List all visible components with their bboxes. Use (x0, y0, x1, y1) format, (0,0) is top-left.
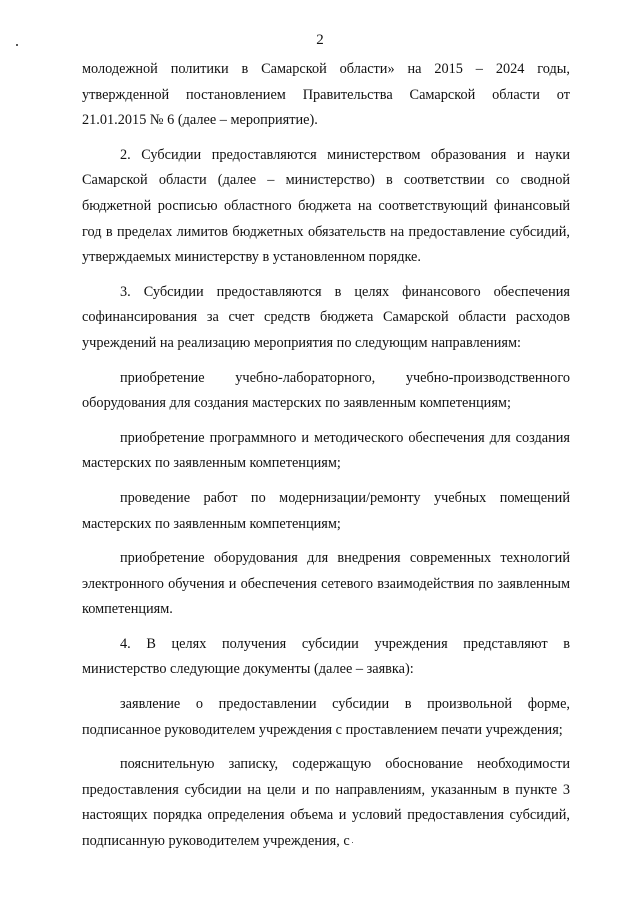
document-body (82, 57, 570, 855)
list-item-explanatory-note: пояснительную записку, содержащую обоснование необходимости предоставления субсидии на цели и по направлениям, указанным в пункте 3 настоящих порядка определения объема и условий предоставления субсидий, подписанную руководителем учреждения, с (82, 756, 570, 850)
paragraph-4: 4. В целях получения субсидии учреждения представляют в министерство следующие документы (далее – заявка): (82, 635, 570, 678)
paragraph-continuation: молодежной политики в Самарской области» на 2015 – 2024 годы, утвержденной постановлением Правительства Самарской области от 21.01.2015 № 6 (далее – мероприятие). (82, 61, 570, 129)
list-item-renovation: проведение работ по модернизации/ремонту учебных помещений мастерских по заявленным компетенциям; (82, 489, 570, 532)
list-item-application: заявление о предоставлении субсидии в произвольной форме, подписанное руководителем учреждения с проставлением печати учреждения; (82, 696, 570, 738)
list-item-equipment: приобретение учебно-лабораторного, учебно-производственного оборудования для создания мастерских по заявленным компетенциям; (82, 369, 570, 412)
list-item-e-learning: приобретение оборудования для внедрения современных технологий электронного обучения и обеспечения сетевого взаимодействия по заявленным компетенциям. (82, 550, 570, 618)
list-item-software: приобретение программного и методического обеспечения для создания мастерских по заявленным компетенциям; (82, 429, 570, 472)
page-number: 2 (316, 32, 324, 48)
paragraph-2: 2. Субсидии предоставляются министерством образования и науки Самарской области (далее – министерство) в соответствии со сводной бюджетной росписью областного бюджета на соответствующий финансовый год в пределах лимитов бюджетных обязательств на предоставление субсидий, утверждаемых министерству в установленном порядке. (82, 146, 570, 266)
paragraph-3: 3. Субсидии предоставляются в целях финансового обеспечения софинансирования за счет средств бюджета Самарской области расходов учреждений на реализацию мероприятия по следующим направлениям: (82, 283, 570, 351)
